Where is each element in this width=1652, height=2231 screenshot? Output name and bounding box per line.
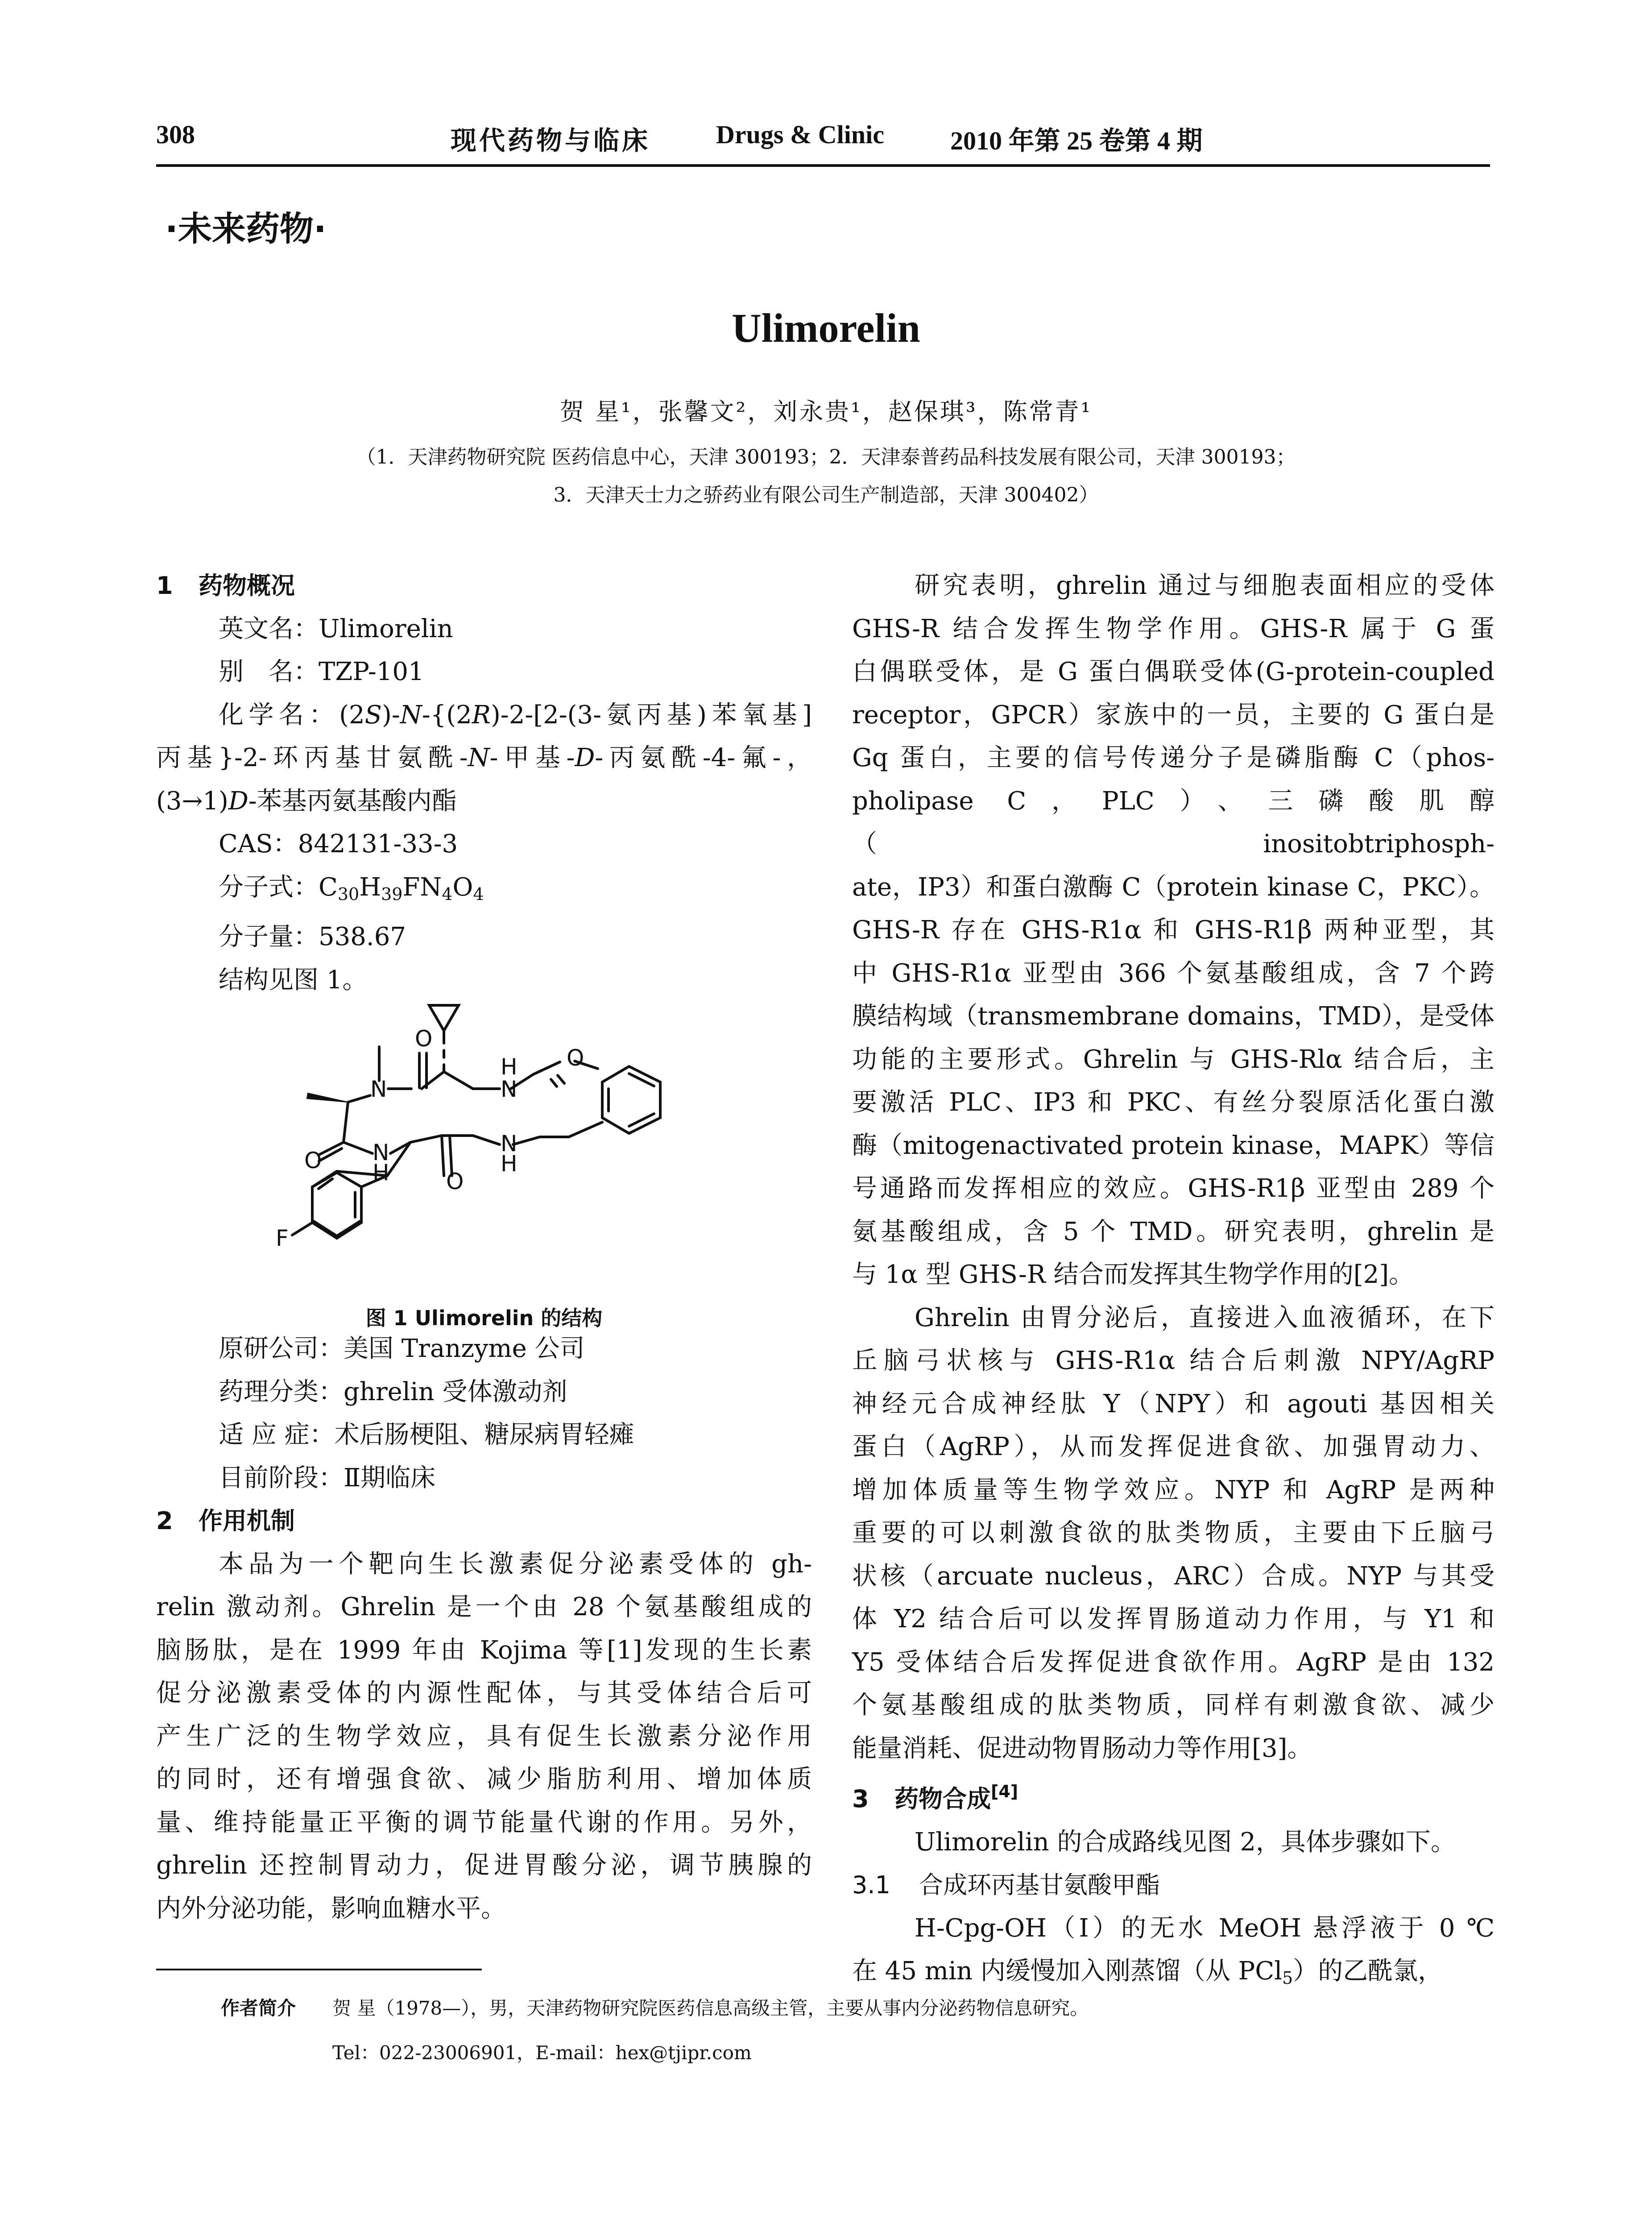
cyclopropyl-ring xyxy=(429,1005,459,1031)
text-line: 酶（mitogenactivated protein kinase，MAPK）等信 xyxy=(852,1131,1495,1160)
text-line: 在 45 min 内缓慢加入刚蒸馏（从 PCl$_5$）的乙酰氯， xyxy=(852,1957,1443,1988)
text-line: 能量消耗、促进动物胃肠动力等作用[3]。 xyxy=(852,1733,1312,1763)
text-line: 促分泌激素受体的内源性配体，与其受体结合后可 xyxy=(156,1679,812,1708)
footnote-contact: Tel：022-23006901，E-mail：hex@tjipr.com xyxy=(332,2042,752,2064)
section-tag: ·未来药物· xyxy=(165,209,327,249)
atom-label-o3: O xyxy=(304,1148,322,1174)
text-line: Y5 受体结合后发挥促进食欲作用。AgRP 是由 132 xyxy=(852,1647,1495,1677)
header-rule xyxy=(156,164,1490,167)
section-3-heading: 3 药物合成[4] xyxy=(852,1782,1019,1813)
section-2-heading: 2 作用机制 xyxy=(156,1507,295,1535)
section-3-intro: Ulimorelin 的合成路线见图 2，具体步骤如下。 xyxy=(915,1827,1456,1857)
text-line: 白偶联受体，是 G 蛋白偶联受体(G-protein-coupled xyxy=(852,657,1495,686)
text-line: 增加体质量等生物学效应。NYP 和 AgRP 是两种 xyxy=(852,1475,1495,1505)
originator-company: 原研公司：美国 Tranzyme 公司 xyxy=(219,1334,585,1363)
atom-label-n3: N xyxy=(373,1140,389,1165)
atom-label-h3: H xyxy=(501,1151,518,1177)
text-line: relin 激动剂。Ghrelin 是一个由 28 个氨基酸组成的 xyxy=(156,1592,812,1621)
author-list: 贺 星¹，张馨文²，刘永贵¹，赵保琪³，陈常青¹ xyxy=(559,398,1093,426)
left-column xyxy=(156,564,812,1002)
text-line: 状核（arcuate nucleus，ARC）合成。NYP 与其受 xyxy=(852,1561,1495,1591)
text-line: 脑肠肽，是在 1999 年由 Kojima 等[1]发现的生长素 xyxy=(156,1635,812,1665)
cas-number: CAS：842131-33-3 xyxy=(219,829,458,858)
text-line: 神经元合成神经肽 Y（NPY）和 agouti 基因相关 xyxy=(852,1389,1495,1418)
text-line: receptor，GPCR）家族中的一员，主要的 G 蛋白是 xyxy=(852,700,1495,730)
right-column xyxy=(852,564,1495,2000)
text-line: Gq 蛋白，主要的信号传递分子是磷脂酶 C（phos- xyxy=(852,743,1495,772)
text-line: 蛋白（AgRP），从而发挥促进食欲、加强胃动力、 xyxy=(852,1432,1495,1461)
alias-name: 别 名：TZP-101 xyxy=(219,657,424,686)
text-line: 产生广泛的生物学效应，具有促生长激素分泌作用 xyxy=(156,1721,812,1751)
text-line: Ghrelin 由胃分泌后，直接进入血液循环，在下 xyxy=(915,1303,1495,1332)
current-stage: 目前阶段：Ⅱ期临床 xyxy=(219,1463,436,1493)
atom-label-o4: O xyxy=(446,1169,464,1194)
text-line: ghrelin 还控制胃动力，促进胃酸分泌，调节胰腺的 xyxy=(156,1851,812,1880)
text-line: 体 Y2 结合后可以发挥胃肠道动力作用，与 Y1 和 xyxy=(852,1605,1495,1634)
affiliation-line-1: （1．天津药物研究院 医药信息中心，天津 300193；2．天津泰普药品科技发展有限公司，天津 300193； xyxy=(356,446,1296,469)
text-line: GHS-R 存在 GHS-R1α 和 GHS-R1β 两种亚型，其 xyxy=(852,916,1495,945)
atom-label-o1: O xyxy=(415,1026,433,1052)
atom-label-h2: H xyxy=(373,1160,389,1186)
section-1-heading: 1 药物概况 xyxy=(156,572,295,600)
chemical-name-line-3: (3→1)D-苯基丙氨基酸内酯 xyxy=(156,786,457,816)
structure-reference: 结构见图 1。 xyxy=(219,965,368,995)
text-line: 内外分泌功能，影响血糖水平。 xyxy=(156,1894,506,1923)
atom-label-f: F xyxy=(276,1225,289,1251)
text-line: GHS-R 结合发挥生物学作用。GHS-R 属于 G 蛋 xyxy=(852,614,1495,643)
footnote-author-bio: 贺 星（1978—），男，天津药物研究院医药信息高级主管，主要从事内分泌药物信息研究。 xyxy=(332,1997,1089,2019)
journal-title-cn: 现代药物与临床 xyxy=(451,125,651,156)
chemical-name-line-1: 化学名：(2S)-N-{(2R)-2-[2-(3-氨丙基)苯氧基] xyxy=(219,700,812,730)
journal-issue: 2010 年第 25 卷第 4 期 xyxy=(950,126,1203,155)
text-line: 号通路而发挥相应的效应。GHS-R1β 亚型由 289 个 xyxy=(852,1174,1495,1203)
text-line: 个氨基酸组成的肽类物质，同样有刺激食欲、减少 xyxy=(852,1691,1495,1720)
atom-label-n1: N xyxy=(370,1076,387,1102)
text-line: 氨基酸组成，含 5 个 TMD。研究表明，ghrelin 是 xyxy=(852,1217,1495,1246)
english-name: 英文名：Ulimorelin xyxy=(219,614,453,643)
atom-label-o2: O xyxy=(567,1045,584,1071)
text-line: 研究表明，ghrelin 通过与细胞表面相应的受体 xyxy=(915,571,1495,600)
page-number: 308 xyxy=(156,120,195,149)
text-line: 中 GHS-R1α 亚型由 366 个氨基酸组成，含 7 个跨 xyxy=(852,958,1495,988)
molecular-formula: 分子式：$C_{30}H_{39}FN_4O_4$ xyxy=(219,872,484,904)
article-title: Ulimorelin xyxy=(732,305,920,351)
section-3-1-heading: 3.1 合成环丙基甘氨酸甲酯 xyxy=(852,1871,1160,1899)
affiliation-line-2: 3．天津天士力之骄药业有限公司生产制造部，天津 300402） xyxy=(553,484,1099,506)
figure-1-caption: 图 1 Ulimorelin 的结构 xyxy=(365,1306,603,1330)
atom-label-n4: N xyxy=(501,1131,518,1157)
text-line: 丘脑弓状核与 GHS-R1α 结合后刺激 NPY/AgRP xyxy=(852,1346,1495,1375)
journal-title-en: Drugs & Clinic xyxy=(716,120,884,149)
left-column-lower xyxy=(156,1327,812,1930)
footnote-label: 作者简介 xyxy=(221,1997,296,2019)
text-line: 要激活 PLC、IP3 和 PKC、有丝分裂原活化蛋白激 xyxy=(852,1088,1495,1117)
indication: 适 应 症：术后肠梗阻、糖尿病胃轻瘫 xyxy=(219,1420,634,1449)
text-line: H-Cpg-OH（Ⅰ）的无水 MeOH 悬浮液于 0 ℃ xyxy=(915,1913,1495,1943)
text-line: pholipase C，PLC）、三磷酸肌醇（inositobtriphosph- xyxy=(852,786,1495,858)
text-line: 重要的可以刺激食欲的肽类物质，主要由下丘脑弓 xyxy=(852,1518,1495,1547)
text-line: 量、维持能量正平衡的调节能量代谢的作用。另外， xyxy=(156,1808,812,1837)
text-line: 功能的主要形式。Ghrelin 与 GHS-Rlα 结合后，主 xyxy=(852,1045,1495,1074)
text-line: 与 1α 型 GHS-R 结合而发挥其生物学作用的[2]。 xyxy=(852,1260,1414,1289)
footnote-rule xyxy=(156,1969,482,1970)
molecular-weight: 分子量：538.67 xyxy=(219,922,406,951)
atom-label-n2: N xyxy=(501,1076,518,1102)
text-line: 的同时，还有增强食欲、减少脂肪利用、增加体质 xyxy=(156,1765,812,1794)
atom-label-h1: H xyxy=(501,1054,518,1080)
text-line: ate，IP3）和蛋白激酶 C（protein kinase C，PKC）。 xyxy=(852,872,1495,902)
text-line: 膜结构域（transmembrane domains，TMD），是受体 xyxy=(852,1002,1495,1031)
chemical-name-line-2: 丙基}-2-环丙基甘氨酰-N-甲基-D-丙氨酰-4-氟-， xyxy=(156,743,812,772)
ulimorelin-structure-figure xyxy=(250,977,741,1298)
text-line: 本品为一个靶向生长激素促分泌素受体的 gh- xyxy=(219,1549,812,1579)
pharmacological-class: 药理分类：ghrelin 受体激动剂 xyxy=(219,1377,567,1406)
